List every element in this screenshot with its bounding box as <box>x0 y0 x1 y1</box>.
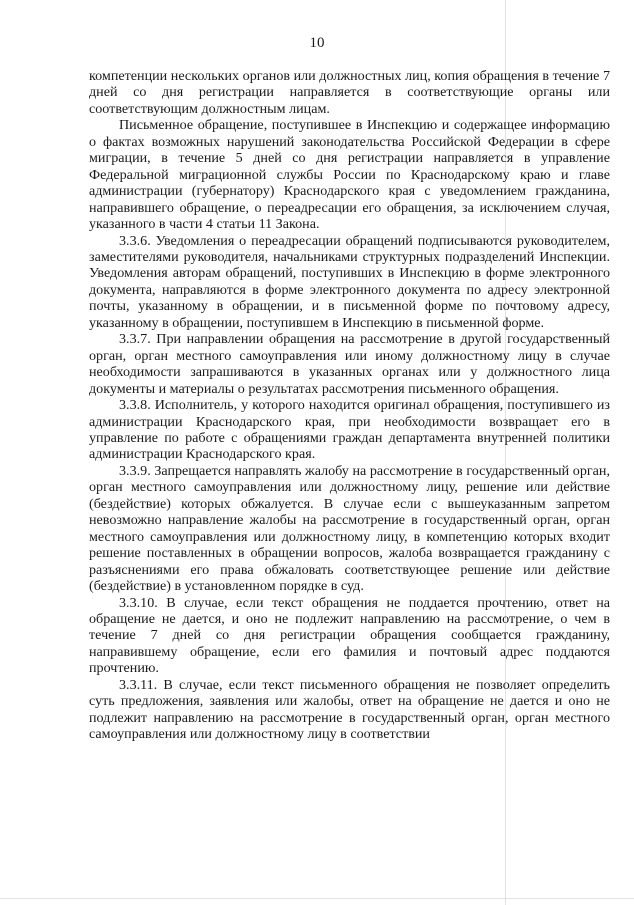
paragraph-3-3-7: 3.3.7. При направлении обращения на рассмотрение в другой государственный орган, орган местного самоуправления или иному должностному лицу в случае необходимости запрашиваются в указанных органах или у должностного лица документы и материалы о результатах рассмотрения письменного обращения. <box>89 331 610 397</box>
page-number: 10 <box>309 35 325 51</box>
paragraph-continuation: компетенции нескольких органов или должностных лиц, копия обращения в течение 7 дней со дня регистрации направляется в соответствующие органы или соответствующим должностным лицам. <box>89 68 610 117</box>
paragraph-3-3-9: 3.3.9. Запрещается направлять жалобу на рассмотрение в государственный орган, орган местного самоуправления или должностному лицу, решение или действие (бездействие) которых обжалуется. В случае если с вышеуказанным запретом невозможно направление жалобы на рассмотрение в государственный орган, орган местного самоуправления или должностному лицу, в компетенцию которых входит решение поставленных в обращении вопросов, жалоба возвращается гражданину с разъяснениями его права обжаловать соответствующее решение или действие (бездействие) в установленном порядке в суд. <box>89 462 610 595</box>
paragraph-3-3-8: 3.3.8. Исполнитель, у которого находится оригинал обращения, поступившего из администрации Краснодарского края, при необходимости возвращает его в управление по работе с обращениями граждан департамента внутренней политики администрации Краснодарского края. <box>89 397 610 463</box>
paragraph-3-3-6: 3.3.6. Уведомления о переадресации обращений подписываются руководителем, заместителями руководителя, начальниками структурных подразделений Инспекции. Уведомления авторам обращений, поступивших в Инспекцию в форме электронного документа, направляются в форме электронного документа по адресу электронной почты, указанному в обращении, и в письменной форме по почтовому адресу, указанному в обращении, поступившем в Инспекцию в письменной форме. <box>89 232 610 331</box>
paragraph-migration-notice: Письменное обращение, поступившее в Инспекцию и содержащее информацию о фактах возможных нарушений законодательства Российской Федерации в сфере миграции, в течение 5 дней со дня регистрации направляется в управление Федеральной миграционной службы России по Краснодарскому краю и главе администрации (губернатору) Краснодарского края с уведомлением гражданина, направившего обращение, о переадресации его обращения, за исключением случая, указанного в части 4 статьи 11 Закона. <box>89 117 610 233</box>
document-body <box>89 68 610 743</box>
paragraph-3-3-11: 3.3.11. В случае, если текст письменного обращения не позволяет определить суть предложения, заявления или жалобы, ответ на обращение не дается и оно не подлежит направлению на рассмотрение в государственный орган, орган местного самоуправления или должностному лицу в соответствии <box>89 676 610 743</box>
scan-bottom-edge <box>0 898 634 899</box>
paragraph-3-3-10: 3.3.10. В случае, если текст обращения не поддается прочтению, ответ на обращение не дается, и оно не подлежит направлению на рассмотрение, о чем в течение 7 дней со дня регистрации обращения сообщается гражданину, направившему обращение, если его фамилия и почтовый адрес поддаются прочтению. <box>89 594 610 677</box>
